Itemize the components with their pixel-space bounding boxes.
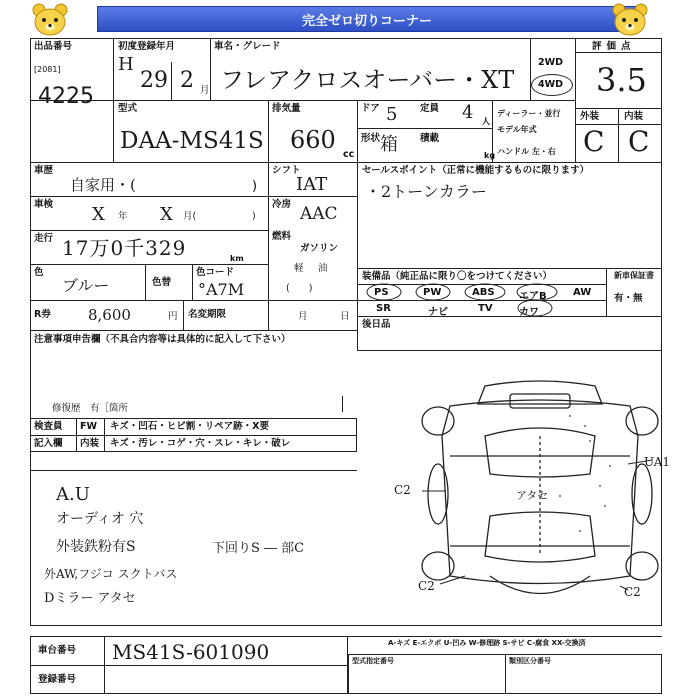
dealer-label: ディーラー・並行: [497, 109, 561, 118]
grade-int-value: C: [628, 125, 650, 158]
fuel-light: 軽: [294, 263, 304, 274]
history-close: ): [252, 179, 258, 194]
displacement-value: 660: [290, 126, 336, 154]
mileage-value: 17万0千329: [62, 236, 187, 260]
equip-ps: PS: [374, 287, 389, 298]
capacity-label: 定員: [420, 103, 440, 114]
equip-aw: AW: [573, 287, 592, 298]
grade-ext-label: 外装: [580, 111, 600, 122]
notes-label: 注意事項申告欄（不具合内容等は具体的に記入して下さい）: [34, 334, 291, 345]
grade-value: 3.5: [596, 61, 647, 99]
drive-4wd-label: 4WD: [538, 79, 563, 90]
inspector-row1-tag: FW: [80, 421, 97, 432]
fuel-oil: 油: [318, 263, 328, 274]
doors-label: ドア: [361, 103, 380, 114]
color-label: 色: [34, 267, 44, 278]
grade-ext-value: C: [583, 125, 605, 158]
shape-label: 形状: [361, 133, 381, 144]
inspection-month: X: [160, 204, 173, 225]
note-5: Dミラー アタセ: [44, 591, 136, 606]
note-6: 下回りS ― 部C: [212, 541, 305, 556]
first-reg-year: 29: [140, 68, 168, 93]
equipment-label: 装備品（純正品に限り〇をつけてください）: [362, 271, 553, 282]
recycle-value: 8,600: [88, 306, 131, 324]
displacement-label: 排気量: [272, 103, 301, 114]
history-value: 自家用・(: [70, 176, 136, 194]
first-reg-era: H: [118, 54, 134, 75]
sales-label: セールスポイント（正常に機能するものに限ります）: [362, 165, 590, 176]
inspector-row2: キズ・汚レ・コゲ・穴・スレ・キレ・破レ: [110, 438, 291, 449]
drive-2wd-label: 2WD: [538, 57, 563, 68]
lot-label: 出品番号: [34, 41, 73, 52]
mileage-label: 走行: [34, 233, 54, 244]
sales-value: ・2トーンカラー: [365, 182, 487, 201]
inspection-month-unit: 月(: [183, 211, 197, 222]
inspector-row2-tag: 内装: [80, 438, 100, 449]
capacity-value: 4: [462, 102, 474, 123]
header-title: 完全ゼロ切りコーナー: [301, 14, 432, 29]
grade-label: 評価点: [592, 41, 636, 52]
load-unit: kg: [484, 151, 496, 160]
note-1: A.U: [56, 484, 90, 505]
fuel-paren: ( ): [286, 283, 313, 294]
name-change-day: 日: [340, 311, 350, 322]
first-reg-month-unit: 月: [200, 85, 210, 96]
equip-abs: ABS: [472, 287, 495, 298]
lot-number: 4225: [38, 84, 94, 109]
grade-int-label: 内装: [624, 111, 644, 122]
color-code: °A7M: [198, 280, 245, 299]
equip-leather: カワ: [519, 307, 539, 318]
inspector-label-a: 検査員: [34, 421, 63, 432]
drive-4wd-circle: [531, 74, 573, 96]
note-2: オーディオ 穴: [56, 511, 144, 527]
chassis-value: MS41S-601090: [112, 640, 270, 664]
model-value: DAA-MS41S: [120, 128, 264, 154]
inspector-row1: キズ・凹石・ヒビ割・リペア跡・X要: [110, 421, 269, 432]
doors-value: 5: [386, 104, 398, 125]
inspection-label: 車検: [34, 199, 54, 210]
mileage-unit: km: [230, 254, 244, 263]
equip-sr: SR: [376, 303, 391, 314]
ac-label: 冷房: [272, 199, 292, 210]
inspection-close: ): [252, 211, 256, 222]
shift-label: シフト: [272, 165, 301, 176]
dealer-model-year: モデル年式: [497, 125, 537, 134]
recycle-unit: 円: [168, 311, 178, 322]
color-tone-label: 色替: [152, 277, 172, 288]
warranty-label: 新車保証書: [614, 271, 654, 280]
fuel-label: 燃料: [272, 231, 292, 242]
bear-mascot-left: [30, 2, 70, 38]
lot-sub: [2081]: [34, 65, 61, 74]
capacity-unit: 人: [482, 117, 490, 126]
shape-value: 箱: [380, 134, 398, 155]
repair-history: 修復歴 有［箇所: [52, 403, 129, 414]
inspection-year-unit: 年: [118, 211, 128, 222]
equip-pw: PW: [423, 287, 442, 298]
recycle-label: R券: [34, 309, 51, 320]
warranty-value: 有・無: [614, 293, 643, 304]
registration-label: 登録番号: [38, 674, 77, 685]
shift-value: IAT: [296, 174, 328, 195]
damage-legend: A-キズ E-エクボ U-凹み W-修理跡 S-サビ C-腐食 XX-交換済: [388, 639, 586, 647]
equip-navi: ナビ: [428, 307, 448, 318]
car-name-label: 車名・グレード: [214, 41, 281, 52]
name-change-month: 月: [298, 311, 308, 322]
bear-mascot-right: [610, 2, 650, 38]
car-name-value: フレアクロスオーバー・XT: [220, 66, 515, 94]
equip-tv: TV: [478, 303, 493, 314]
fuel-gasoline: ガソリン: [300, 243, 339, 254]
footer-box-class: 類別区分番号: [509, 657, 551, 665]
footer-box-model-spec: 型式指定番号: [352, 657, 394, 665]
first-reg-label: 初度登録年月: [118, 41, 176, 52]
ac-value: AAC: [300, 204, 338, 224]
diagram-mark-c2-bottom-right: C2: [624, 585, 641, 599]
diagram-mark-c2-bottom-left: C2: [418, 579, 435, 593]
displacement-unit: cc: [343, 149, 355, 160]
dealer-handle: ハンドル 左・右: [497, 147, 556, 156]
color-value: ブルー: [62, 276, 110, 295]
equipment-circles: [357, 280, 607, 320]
diagram-mark-c2-left: C2: [394, 483, 411, 497]
diagram-mark-atase: アタセ: [516, 489, 549, 502]
history-label: 車歴: [34, 165, 54, 176]
inspector-label-b: 記入欄: [34, 438, 63, 449]
chassis-label: 車台番号: [38, 645, 77, 656]
note-3: 外装鉄粉有S: [56, 539, 136, 555]
model-label: 型式: [118, 103, 138, 114]
load-label: 積載: [420, 133, 440, 144]
name-change-label: 名変期限: [188, 309, 227, 320]
equip-airbag: エアB: [519, 291, 547, 302]
rear-seat-label: 後日品: [362, 319, 391, 330]
diagram-mark-ua1: UA1: [644, 455, 671, 469]
note-4: 外AW,フジコ スクトバス: [44, 567, 178, 581]
inspection-year: X: [92, 204, 105, 225]
first-reg-month: 2: [180, 68, 194, 93]
color-code-label: 色コード: [196, 267, 235, 278]
